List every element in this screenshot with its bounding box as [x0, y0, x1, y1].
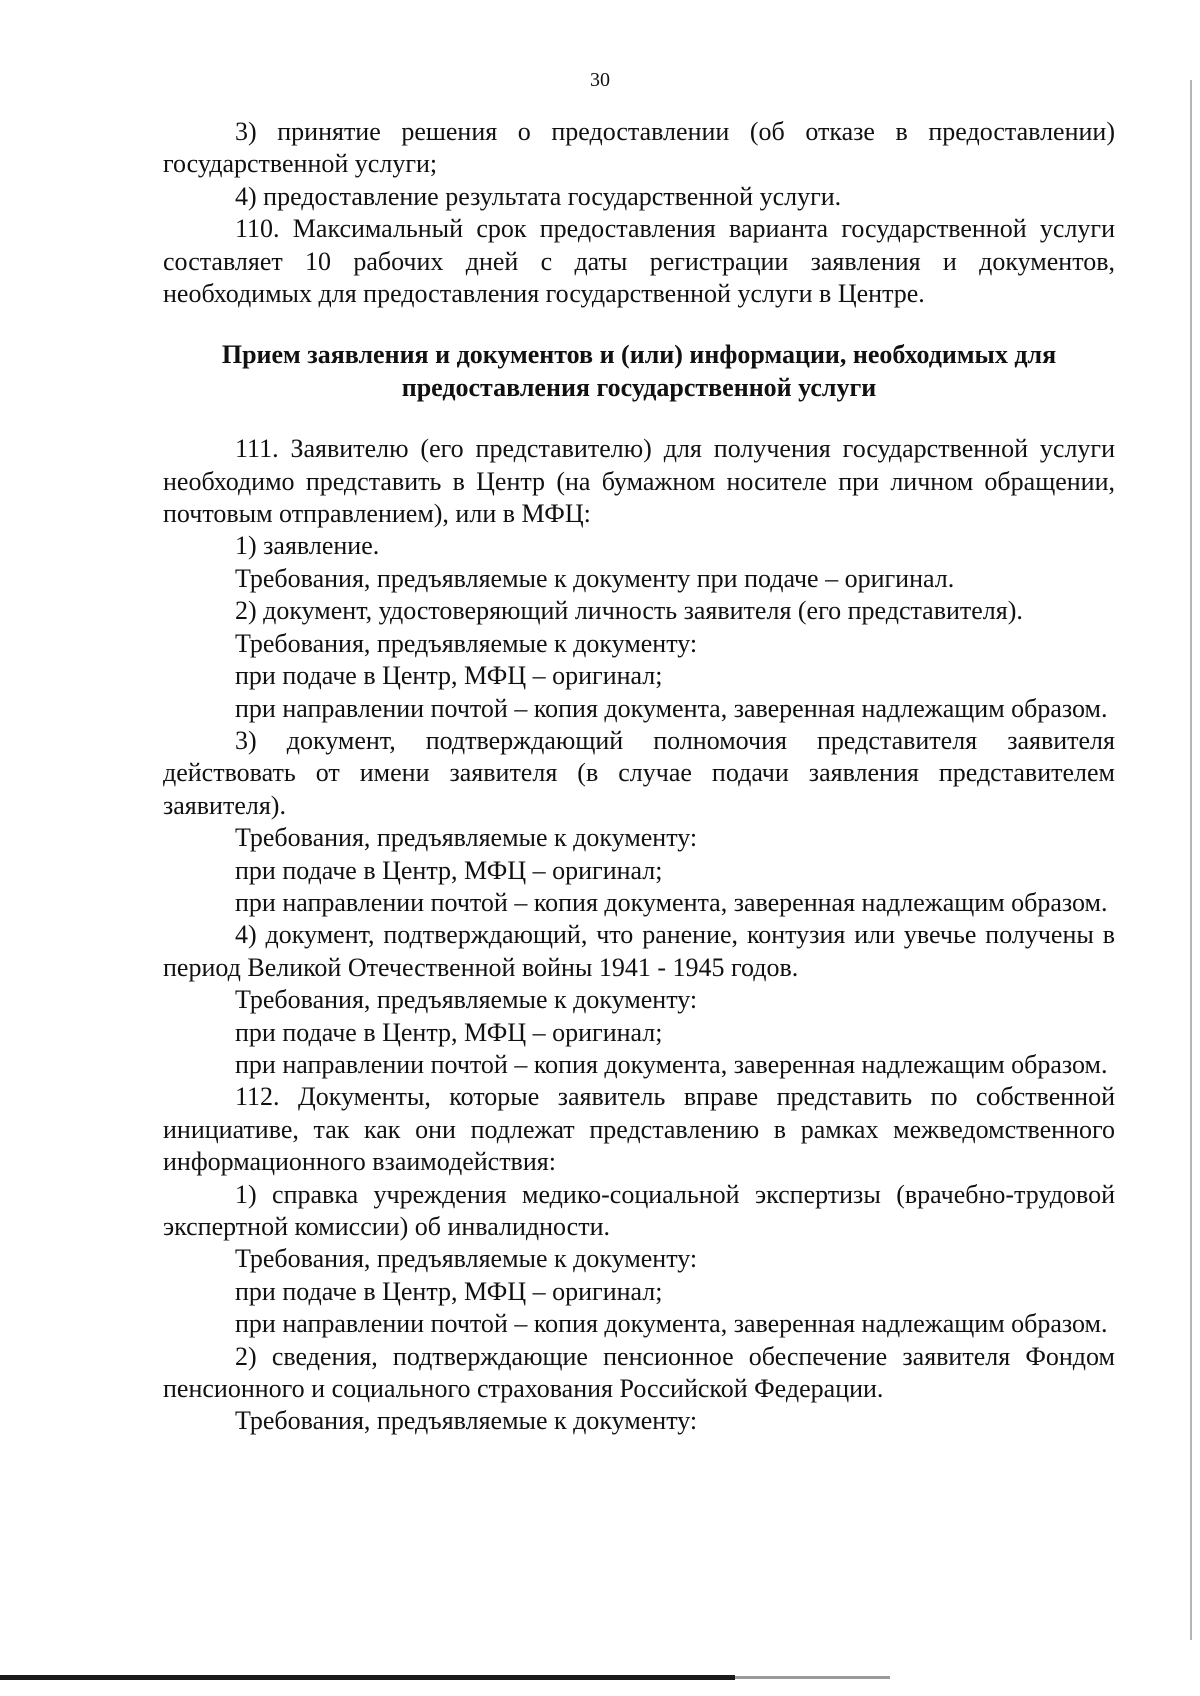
paragraph: при направлении почтой – копия документа, заверенная надлежащим образом. — [235, 1309, 1108, 1339]
paragraph: 4) предоставление результата государственной услуги. — [235, 181, 842, 211]
paragraph: при направлении почтой – копия документа, заверенная надлежащим образом. — [235, 693, 1108, 723]
paragraph: 2) сведения, подтверждающие пенсионное обеспечение заявителя Фондом пенсионного и социального страхования Российской Федерации. — [163, 1341, 1115, 1404]
paragraph: при направлении почтой – копия документа, заверенная надлежащим образом. — [235, 887, 1108, 917]
paragraph: Требования, предъявляемые к документу: — [235, 823, 698, 853]
section-heading — [163, 339, 1115, 404]
paragraph: при направлении почтой – копия документа, заверенная надлежащим образом. — [235, 1049, 1108, 1079]
paragraph: 3) принятие решения о предоставлении (об отказе в предоставлении) государственной услуги; — [163, 117, 1115, 179]
paragraph: Требования, предъявляемые к документу: — [235, 1244, 698, 1274]
paragraph: 1) заявление. — [235, 531, 380, 561]
paragraph: Требования, предъявляемые к документу: — [235, 628, 698, 658]
paragraph: Требования, предъявляемые к документу при подаче – оригинал. — [235, 563, 955, 593]
section-heading-line: предоставления государственной услуги — [401, 372, 877, 402]
paragraph: 110. Максимальный срок предоставления варианта государственной услуги составляет 10 рабочих дней с даты регистрации заявления и документов, необходимых для предоставления государственной услуги в Центре. — [163, 214, 1115, 309]
paragraph: при подаче в Центр, МФЦ – оригинал; — [235, 855, 663, 885]
page-number: 30 — [590, 69, 610, 91]
paragraph: 3) документ, подтверждающий полномочия представителя заявителя действовать от имени заявителя (в случае подачи заявления представителем заявителя). — [163, 725, 1115, 820]
paragraph: при подаче в Центр, МФЦ – оригинал; — [235, 1276, 663, 1306]
paragraph: Требования, предъявляемые к документу: — [235, 1406, 698, 1436]
paragraph: 2) документ, удостоверяющий личность заявителя (его представителя). — [235, 596, 1023, 626]
paragraph: 112. Документы, которые заявитель вправе представить по собственной инициативе, так как они подлежат представлению в рамках межведомственного информационного взаимодействия: — [163, 1082, 1115, 1177]
scan-edge-line — [1190, 80, 1192, 1640]
document-body — [163, 116, 1115, 1438]
scan-bottom-border — [0, 1675, 735, 1680]
paragraph: 4) документ, подтверждающий, что ранение, контузия или увечье получены в период Великой Отечественной войны 1941 - 1945 годов. — [163, 920, 1115, 982]
section-heading-line: Прием заявления и документов и (или) информации, необходимых для — [221, 340, 1057, 370]
scan-bottom-border-tail — [735, 1676, 890, 1679]
paragraph: 111. Заявителю (его представителю) для получения государственной услуги необходимо представить в Центр (на бумажном носителе при личном обращении, почтовым отправлением), или в МФЦ: — [163, 434, 1115, 529]
paragraph: 1) справка учреждения медико-социальной экспертизы (врачебно-трудовой экспертной комиссии) об инвалидности. — [163, 1179, 1115, 1241]
paragraph: при подаче в Центр, МФЦ – оригинал; — [235, 1017, 663, 1047]
paragraph: при подаче в Центр, МФЦ – оригинал; — [235, 661, 663, 691]
paragraph: Требования, предъявляемые к документу: — [235, 985, 698, 1015]
